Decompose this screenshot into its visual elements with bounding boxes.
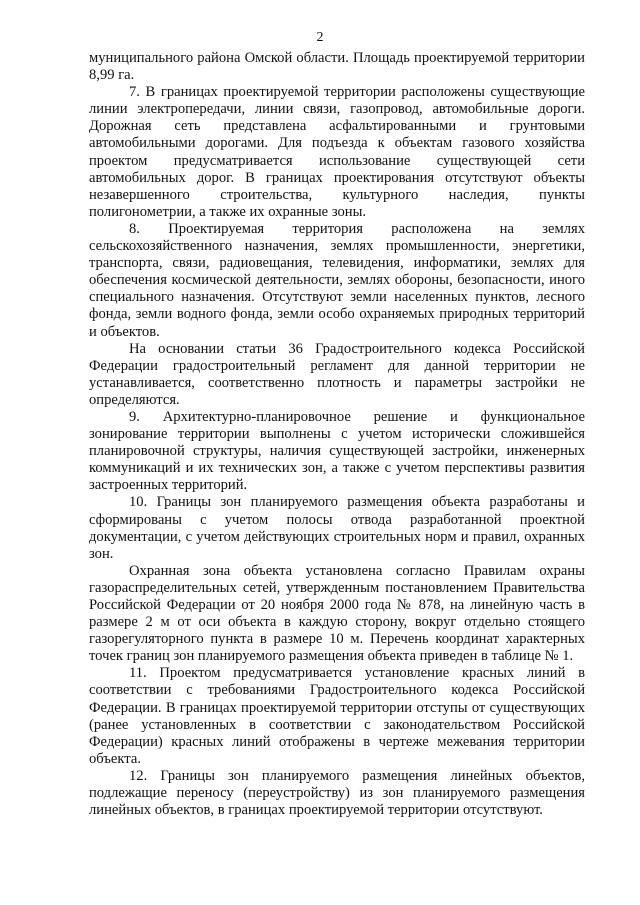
paragraph-continuation: муниципального района Омской области. Площадь проектируемой территории 8,99 га. (89, 50, 585, 84)
paragraph-article-36: На основании статьи 36 Градостроительного кодекса Российской Федерации градостроительный регламент для данной территории не устанавливается, соответственно плотность и параметры застройки не определяются. (89, 340, 585, 408)
paragraph-protection-zone: Охранная зона объекта установлена согласно Правилам охраны газораспределительных сетей, утвержденным постановлением Правительства Российской Федерации от 20 ноября 2000 года № 878, на линейную часть в размере 2 м от оси объекта в каждую сторону, вокруг отдельно стоящего газорегуляторного пункта в размере 10 м. Перечень координат характерных точек границ зон планируемого размещения объекта приведен в таблице № 1. (89, 562, 585, 665)
page-number: 2 (316, 30, 324, 45)
document-body (89, 50, 585, 819)
paragraph-10: 10. Границы зон планируемого размещения объекта разработаны и сформированы с учетом полосы отвода разработанной проектной документации, с учетом действующих строительных норм и правил, охранных зон. (89, 494, 585, 562)
paragraph-12: 12. Границы зон планируемого размещения линейных объектов, подлежащие переносу (переустройству) из зон планируемого размещения линейных объектов, в границах проектируемой территории отсутствуют. (89, 767, 585, 819)
paragraph-11: 11. Проектом предусматривается установление красных линий в соответствии с требованиями Градостроительного кодекса Российской Федерации. В границах проектируемой территории отступы от существующих (ранее установленных в соответствии с законодательством Российской Федерации) красных линий отображены в чертеже межевания территории объекта. (89, 665, 585, 767)
paragraph-9: 9. Архитектурно-планировочное решение и функциональное зонирование территории выполнены с учетом исторически сложившейся планировочной структуры, наличия существующей застройки, инженерных коммуникаций и их технических зон, а также с учетом перспективы развития застроенных территорий. (89, 408, 585, 494)
paragraph-7: 7. В границах проектируемой территории расположены существующие линии электропередачи, линии связи, газопровод, автомобильные дороги. Дорожная сеть представлена асфальтированными и грунтовыми автомобильными дорогами. Для подъезда к объектам газового хозяйства проектом предусматривается использование существующей сети автомобильных дорог. В границах проектирования отсутствуют объекты незавершенного строительства, культурного наследия, пункты полигонометрии, а также их охранные зоны. (89, 84, 585, 220)
paragraph-8: 8. Проектируемая территория расположена на землях сельскохозяйственного назначения, землях промышленности, энергетики, транспорта, связи, радиовещания, телевидения, информатики, землях для обеспечения космической деятельности, землях обороны, безопасности, иного специального назначения. Отсутствуют земли населенных пунктов, лесного фонда, земли водного фонда, земли особо охраняемых природных территорий и объектов. (89, 220, 585, 340)
